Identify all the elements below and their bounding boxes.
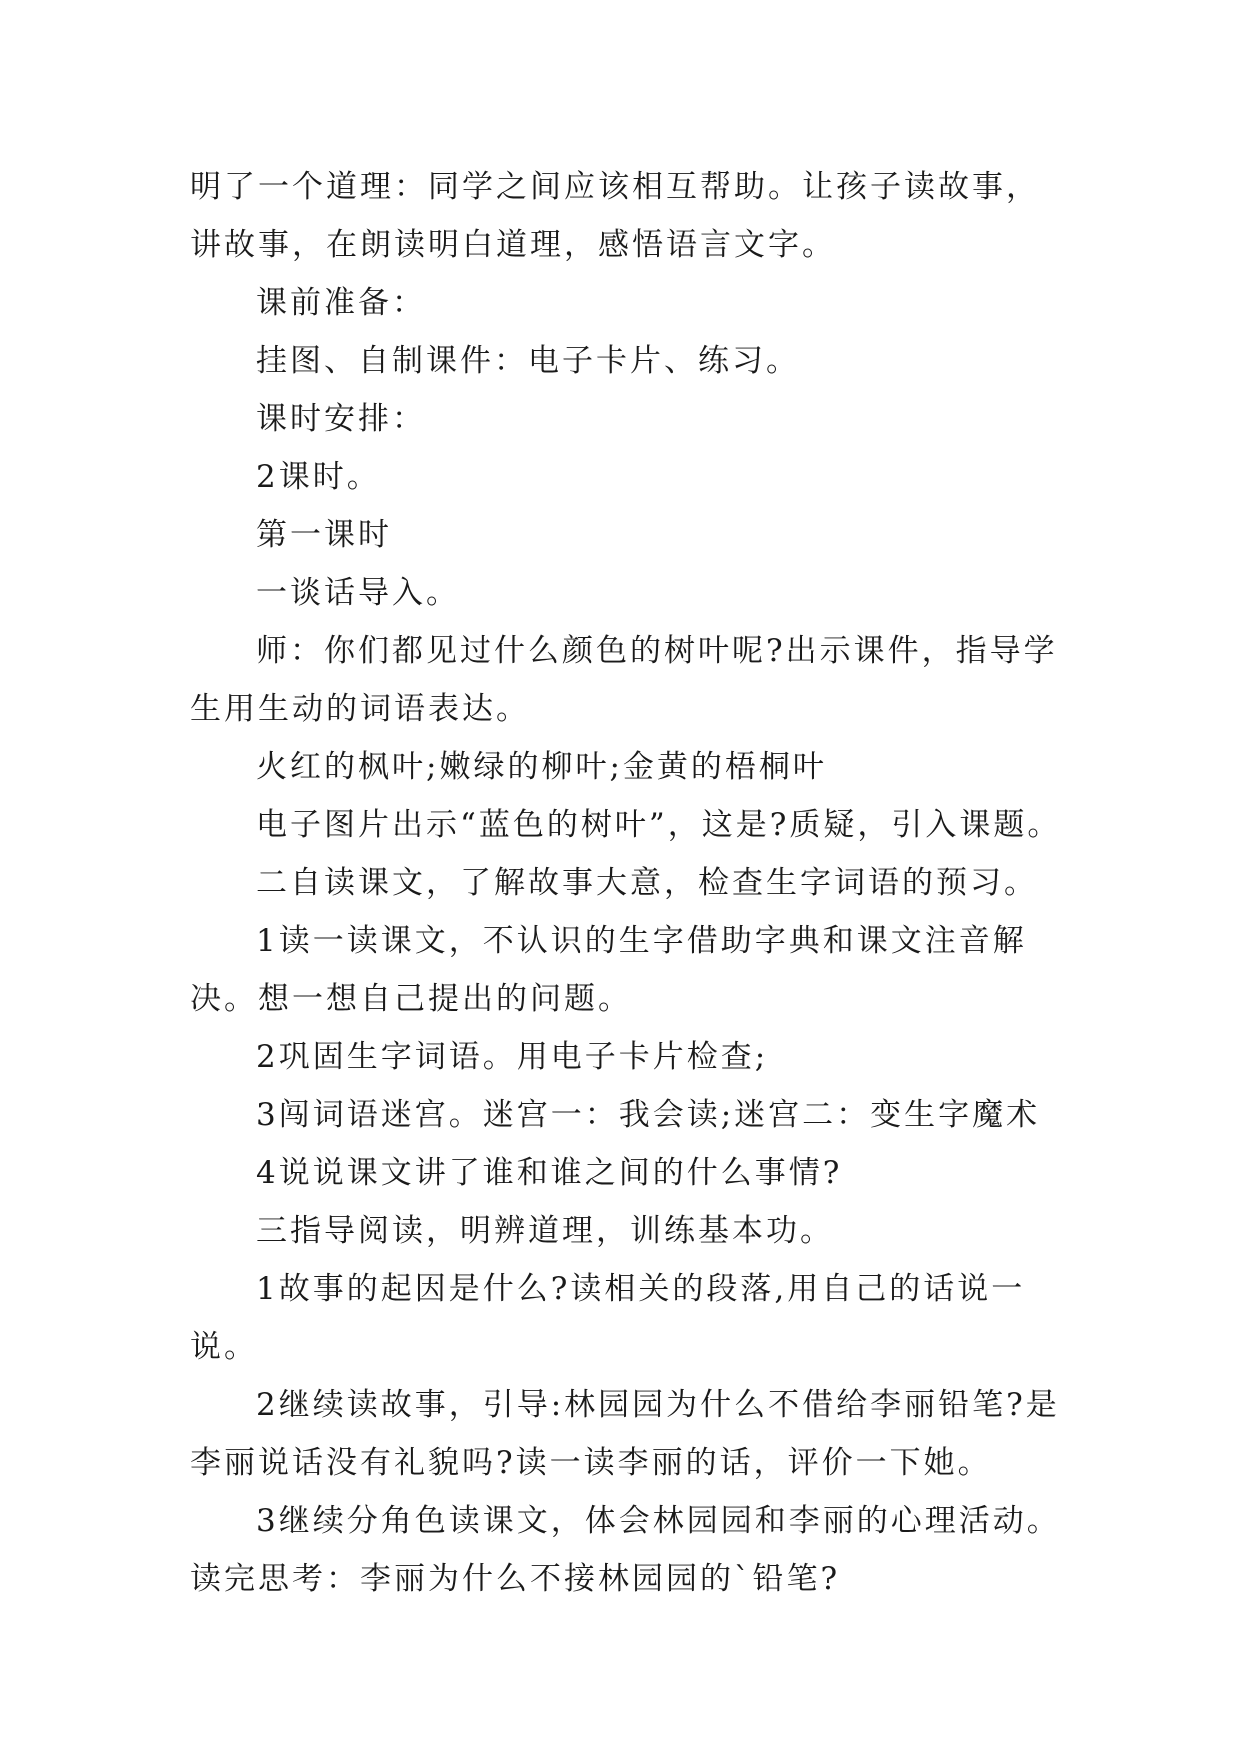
- paragraph-blue-leaf: 电子图片出示“蓝色的树叶”，这是?质疑，引入课题。: [256, 807, 1062, 843]
- paragraph-lesson-title: 第一课时: [256, 517, 392, 553]
- paragraph-schedule-heading: 课时安排：: [256, 401, 426, 437]
- document-body: [190, 158, 1070, 1608]
- paragraph-schedule-value: 2课时。: [256, 459, 381, 495]
- paragraph-step-4: 4说说课文讲了谁和谁之间的什么事情?: [256, 1155, 843, 1191]
- paragraph-prep-heading: 课前准备：: [256, 285, 426, 321]
- paragraph-leaf-examples: 火红的枫叶;嫩绿的柳叶;金黄的梧桐叶: [256, 749, 827, 785]
- paragraph-step-2: 2巩固生字词语。用电子卡片检查;: [256, 1039, 769, 1075]
- paragraph-reading-1: 1故事的起因是什么?读相关的段落,用自己的话说一说。: [190, 1271, 1026, 1365]
- paragraph-teacher-question: 师：你们都见过什么颜色的树叶呢?出示课件，指导学生用生动的词语表达。: [190, 633, 1058, 727]
- paragraph-section-two: 二自读课文，了解故事大意，检查生字词语的预习。: [256, 865, 1038, 901]
- paragraph-prep-items: 挂图、自制课件：电子卡片、练习。: [256, 343, 800, 379]
- paragraph-reading-3: 3继续分角色读课文，体会林园园和李丽的心理活动。读完思考：李丽为什么不接林园园的`铅笔?: [190, 1503, 1061, 1597]
- paragraph-section-one: 一谈话导入。: [256, 575, 460, 611]
- paragraph-reading-2: 2继续读故事，引导:林园园为什么不借给李丽铅笔?是李丽说话没有礼貌吗?读一读李丽的话，评价一下她。: [190, 1387, 1060, 1481]
- paragraph-step-3: 3闯词语迷宫。迷宫一：我会读;迷宫二：变生字魔术: [256, 1097, 1041, 1133]
- paragraph-step-1: 1读一读课文，不认识的生字借助字典和课文注音解决。想一想自己提出的问题。: [190, 923, 1027, 1017]
- paragraph-continuation: 明了一个道理：同学之间应该相互帮助。让孩子读故事，讲故事，在朗读明白道理，感悟语言文字。: [190, 169, 1040, 263]
- paragraph-section-three: 三指导阅读，明辨道理，训练基本功。: [256, 1213, 834, 1249]
